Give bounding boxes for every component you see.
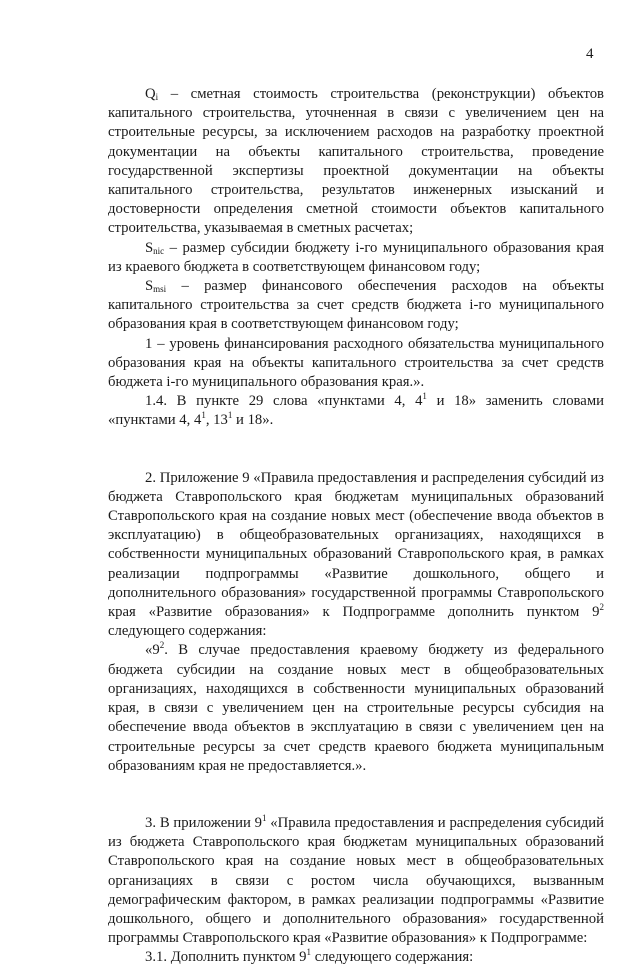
subscript-nic: nic — [153, 245, 165, 256]
subscript-i: i — [155, 92, 159, 102]
paragraph-text: 1 – уровень финансирования расходного обязательства муниципального образования края на объекты капитального строительства за счет средств бюджета i-го муниципального образования края.». — [108, 335, 604, 391]
superscript: 1 — [422, 391, 427, 402]
variable-s: S — [145, 278, 154, 295]
superscript: 2 — [159, 640, 165, 651]
paragraph-section-3: 3. В приложении $9^1$ «Правила предоставления и распределения субсидий из бюджета Ставропольского края бюджетам муниципальных образований Ставропольского края на создание новых мест в общеобразовательных организациях в связи с ростом числа обучающихся, вызванным демографическим фактором, в рамках реализации подпрограммы «Развитие дошкольного, общего и дополнительного образования» государственной программы Ставропольского края «Развитие образования» к Подпрограмме: — [108, 812, 604, 947]
variable-s: S — [145, 239, 154, 256]
paragraph-text: – размер субсидии бюджету i-го муниципального образования края из краевого бюджета в соответствующем финансовом году; — [108, 239, 604, 275]
paragraph-qi-definition — [108, 85, 604, 239]
paragraph-text: – сметная стоимость строительства (реконструкции) объектов капитального строительства, уточненная в связи с увеличением цен на строительные ресурсы, за исключением расходов на разработку проектной документации на объекты капитального строительства, проведение государственной экспертизы проектной документации на объекты капитального строительства, результатов инженерных изысканий и достоверности определения сметной стоимости объектов капитального строительства, указываемая в сметных расчетах; — [108, 86, 604, 237]
variable-q: Q — [145, 86, 156, 102]
superscript: 1 — [201, 410, 206, 421]
document-body — [108, 85, 604, 968]
paragraph-smsi-definition — [108, 277, 604, 335]
paragraph-3-1: 3.1. Дополнить пунктом $9^1$ следующего содержания: — [145, 947, 474, 966]
superscript: 1 — [227, 410, 233, 421]
page-number: 4 — [586, 46, 594, 62]
superscript: 2 — [599, 602, 604, 613]
subscript-msi: msi — [153, 284, 167, 295]
paragraph-text: – размер финансового обеспечения расходов на объекты капитального строительства за счет средств бюджета i-го муниципального образования края в соответствующем финансовом году; — [108, 278, 604, 333]
paragraph-1-4: 1.4. В пункте 29 слова «пунктами 4, $4^1$ и 18» заменить словами «пунктами 4, $4^1$, $13^1$ и 18». — [108, 391, 604, 429]
paragraph-snic-definition — [108, 239, 604, 277]
paragraph-funding-level — [108, 335, 604, 393]
paragraph-point-9-2: «$9^2$. В случае предоставления краевому бюджету из федерального бюджета субсидии на создание новых мест в общеобразовательных организациях, находящихся в собственности муниципальных образований края, в связи с увеличением цен на строительные ресурсы субсидия на обеспечение ввода объектов в эксплуатацию в связи с увеличением цен на строительные ресурсы за счет средств краевого бюджета муниципальным образованиям края не предоставляется.». — [108, 640, 604, 774]
superscript: 1 — [262, 812, 267, 823]
superscript: 1 — [306, 947, 312, 958]
paragraph-section-2: 2. Приложение 9 «Правила предоставления и распределения субсидий из бюджета Ставропольского края бюджетам муниципальных образований Ставропольского края на создание новых мест (обеспечение ввода объектов в эксплуатацию) в общеобразовательных организациях, находящихся в собственности муниципальных образований Ставропольского края, в рамках реализации подпрограммы «Развитие дошкольного, общего и дополнительного образования» государственной программы Ставропольского края «Развитие образования» к Подпрограмме дополнить пунктом $9^2$ следующего содержания: — [108, 469, 604, 640]
